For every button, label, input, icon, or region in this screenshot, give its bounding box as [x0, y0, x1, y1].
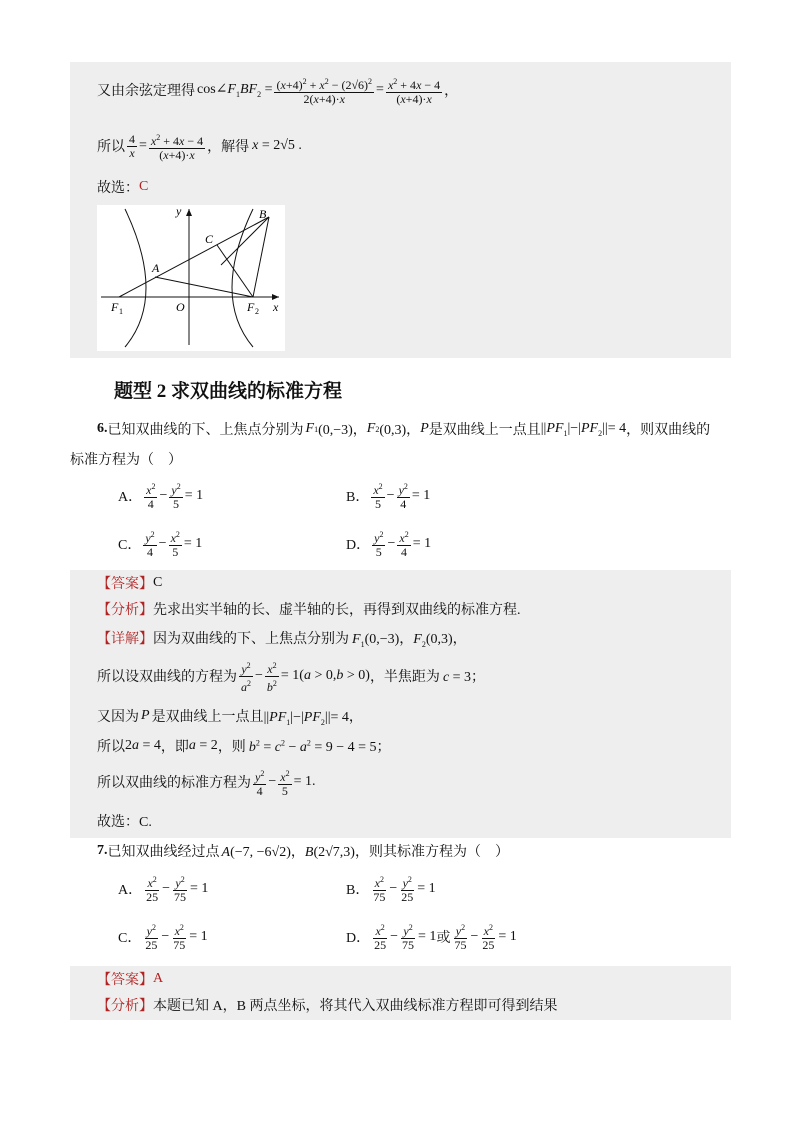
- q6-detail-line3: 又因为 P 是双曲线上一点且 $||PF_1|-|PF_2||= 4$，: [97, 708, 363, 727]
- svg-text:2: 2: [255, 307, 259, 316]
- hyperbola-diagram: [97, 205, 285, 351]
- hyperbola-figure: [97, 205, 285, 351]
- q7-stem: 7. 已知双曲线经过点 A(−7, −6√2)，B(2√7,3) ，则其标准方程为（ ）: [97, 843, 509, 860]
- q6-detail-line5: 所以双曲线的标准方程为 $\frac{y^2}{4}$ − $\frac{x^2}{5}$ = 1.: [97, 768, 316, 798]
- q6-detail-line4: 所以 2a = 4 ，即 a = 2 ，则 $b^2 = c^2 - a^2 = 9 - 4 = 5$；: [97, 738, 391, 755]
- svg-text:1: 1: [119, 307, 123, 316]
- q6-detail-line1: 【详解】 因为双曲线的下、上焦点分别为 $F_1(0,-3)$，$F_2(0,3)$，: [97, 632, 467, 649]
- label-B: B: [259, 207, 267, 221]
- q6-stem-line1: 6. 已知双曲线的下、上焦点分别为 F 1 (0,−3)， F 2 (0,3)， P 是双曲线上一点且 $||PF_1|-|PF_2||= 4$ ，则双曲线的: [97, 420, 711, 438]
- solve-x-line: 所以 $\frac{4}{x}$ = $\frac{x^2 + 4x - 4}{(x+4)\cdot x}$ ，解得 x = 2√5 .: [97, 131, 302, 162]
- q7-answer: 【答案】 A: [97, 971, 164, 988]
- q6-stem-line2: 标准方程为（ ）: [70, 453, 182, 468]
- q6-option-c[interactable]: C． $\frac{y^2}{4}$ − $\frac{x^2}{5}$ = 1: [118, 530, 203, 559]
- label-x: x: [273, 300, 279, 314]
- q6-option-d[interactable]: D． $\frac{y^2}{5}$ − $\frac{x^2}{4}$ = 1: [346, 530, 432, 559]
- label-A: A: [152, 261, 160, 275]
- q7-option-d[interactable]: D． $\frac{x^2}{25}$ − $\frac{y^2}{75}$ = 1 或 $\frac{y^2}{75}$ − $\frac{x^2}{25}$ = 1: [346, 923, 517, 952]
- block1-answer: 故选： C: [97, 179, 149, 196]
- q7-analysis: 【分析】 本题已知 A，B 两点坐标，将其代入双曲线标准方程即可得到结果: [97, 999, 558, 1014]
- label-F1: F: [111, 300, 119, 314]
- q7-option-b[interactable]: B． $\frac{x^2}{75}$ − $\frac{y^2}{25}$ = 1: [346, 875, 436, 904]
- section-title: 题型 2 求双曲线的标准方程: [114, 381, 343, 402]
- q6-conclusion: 故选：C.: [97, 815, 152, 830]
- q6-analysis: 【分析】 先求出实半轴的长、虚半轴的长，再得到双曲线的标准方程.: [97, 603, 521, 618]
- q6-detail-line2: 所以设双曲线的方程为 $\frac{y^2}{a^2}$ − $\frac{x^2}{b^2}$ = 1(a > 0,b > 0) ，半焦距为 c = 3；: [97, 660, 486, 694]
- label-O: O: [176, 300, 185, 314]
- label-y: y: [176, 205, 182, 218]
- cosine-law-line: 又由余弦定理得 $\cos\angle F_1BF_2$ = $\frac{(x+4)^2 + x^2 - (2√6)^2}{2(x+4)\cdot x}$ = $\frac{x^2 + 4x - 4}{(x+4)\cdot x}$ ，: [97, 76, 459, 106]
- q6-option-a[interactable]: A． $\frac{x^2}{4}$ − $\frac{y^2}{5}$ = 1: [118, 482, 204, 511]
- q7-option-c[interactable]: C． $\frac{y^2}{25}$ − $\frac{x^2}{75}$ = 1: [118, 923, 208, 952]
- label-C: C: [205, 232, 214, 246]
- label-F2: F: [247, 300, 255, 314]
- q6-option-b[interactable]: B． $\frac{x^2}{5}$ − $\frac{y^2}{4}$ = 1: [346, 482, 431, 511]
- q7-option-a[interactable]: A． $\frac{x^2}{25}$ − $\frac{y^2}{75}$ = 1: [118, 875, 209, 904]
- q6-answer: 【答案】 C: [97, 575, 163, 592]
